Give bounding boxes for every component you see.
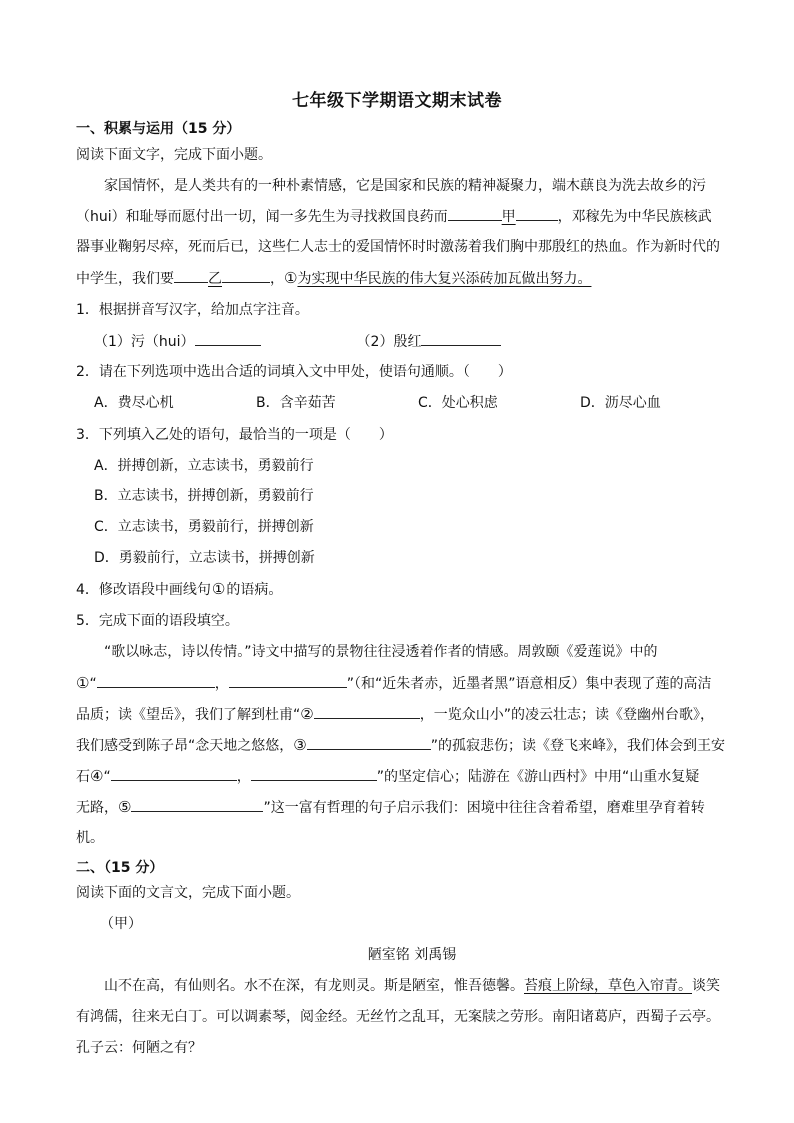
- option-b[interactable]: B．立志读书，拼搏创新，勇毅前行: [94, 488, 314, 504]
- answer-blank[interactable]: [448, 206, 502, 221]
- answer-blank[interactable]: [131, 797, 263, 812]
- q4-text: 4．修改语段中画线句: [76, 582, 211, 598]
- answer-blank[interactable]: [307, 735, 431, 750]
- passage-line: [76, 206, 748, 227]
- question-1-items: [94, 331, 766, 352]
- poem-title: 陋室铭 刘禹锡: [367, 947, 457, 963]
- question-1-stem: 1．根据拼音写汉字，给加点字注音。: [76, 302, 309, 318]
- circled-number: ①: [284, 269, 298, 287]
- option-d[interactable]: D．勇毅前行，立志读书，拼搏创新: [94, 550, 315, 566]
- underlined-sentence: 为实现中华民族的伟大复兴添砖加瓦做出努力。: [297, 271, 592, 287]
- option-d[interactable]: D．沥尽心血: [580, 395, 661, 411]
- q4-text: 的语病。: [226, 582, 283, 598]
- q5-text: ”的坚定信心；陆游在《游山西村》中用“山重水复疑: [376, 769, 700, 785]
- option-a[interactable]: A．拼搏创新，立志读书，勇毅前行: [94, 458, 314, 474]
- answer-blank[interactable]: [222, 268, 270, 283]
- answer-blank[interactable]: [516, 206, 558, 221]
- option-a[interactable]: A．费尽心机: [94, 395, 174, 411]
- q5-text: ，: [214, 676, 229, 692]
- option-c[interactable]: C．立志读书，勇毅前行，拼搏创新: [94, 519, 314, 535]
- answer-blank[interactable]: [421, 331, 501, 346]
- option-b[interactable]: B．含辛茹苦: [256, 395, 336, 411]
- q5-line: [76, 766, 748, 787]
- q1-item-a: （1）污（hui）: [94, 334, 195, 350]
- passage-line: 器事业鞠躬尽瘁，死而后已，这些仁人志士的爱国情怀时时激荡着我们胸中那殷红的热血。作为新时代的: [76, 239, 720, 255]
- passage-text: ，邓稼先为中华民族核武: [557, 209, 712, 225]
- q1-item-b: （2）殷红: [356, 334, 422, 350]
- classical-text-line: [104, 976, 748, 996]
- passage-line: [76, 268, 748, 289]
- answer-blank[interactable]: [314, 704, 420, 719]
- answer-blank[interactable]: [111, 766, 237, 781]
- question-5-stem: 5．完成下面的语段填空。: [76, 613, 239, 629]
- circled-number: ④: [90, 767, 104, 785]
- answer-blank[interactable]: [251, 766, 377, 781]
- q5-text: ”的孤寂悲伤；读《登飞来峰》，我们体会到王安: [430, 738, 725, 754]
- circled-number: ③: [293, 736, 307, 754]
- q5-line: [76, 735, 748, 756]
- section-2-intro: 阅读下面的文言文，完成下面小题。: [76, 885, 300, 901]
- question-4: [76, 580, 748, 600]
- passage-text: （hui）和耻辱而愿付出一切，闻一多先生为寻找救国良药而: [76, 209, 448, 225]
- question-2-options: [94, 393, 766, 413]
- classical-text-line: 有鸿儒，往来无白丁。可以调素琴，阅金经。无丝竹之乱耳，无案牍之劳形。南阳诸葛庐，西蜀子云亭。: [76, 1009, 720, 1025]
- blank-label-jia: 甲: [501, 209, 516, 225]
- question-2-stem: 2．请在下列选项中选出合适的词填入文中甲处，使语句通顺。（ ）: [76, 364, 512, 380]
- underlined-sentence: 苔痕上阶绿，草色入帘青。: [524, 978, 692, 994]
- q5-text: ，: [236, 769, 251, 785]
- option-c[interactable]: C．处心积虑: [418, 395, 498, 411]
- q5-text: 无路，: [76, 800, 118, 816]
- answer-blank[interactable]: [229, 673, 347, 688]
- q5-text: ”（和“近朱者赤，近墨者黑”语意相反）集中表现了莲的高洁: [346, 676, 712, 692]
- classical-text: 山不在高，有仙则名。水不在深，有龙则灵。斯是陋室，惟吾德馨。: [104, 978, 524, 994]
- q5-text: 我们感受到陈子昂“念天地之悠悠，: [76, 738, 294, 754]
- q5-text: ”这一富有哲理的句子启示我们：困境中往往含着希望，磨难里孕育着转: [263, 800, 705, 816]
- q5-text: “: [89, 676, 97, 692]
- blank-label-yi: 乙: [208, 271, 222, 287]
- q5-line: [76, 797, 748, 818]
- section-1-intro: 阅读下面文字，完成下面小题。: [76, 147, 272, 163]
- q5-text: 石: [76, 769, 90, 785]
- section-1-heading: 一、积累与运用（15 分）: [76, 121, 241, 137]
- answer-blank[interactable]: [195, 331, 261, 346]
- circled-number: ①: [211, 580, 226, 598]
- passage-text: ，: [270, 271, 284, 287]
- q5-text: ，一览众山小”的凌云壮志；读《登幽州台歌》，: [419, 707, 714, 723]
- circled-number: ①: [76, 674, 90, 692]
- q5-text: 品质；读《望岳》，我们了解到杜甫“: [76, 707, 301, 723]
- q5-line: [76, 673, 748, 694]
- passage-text: 中学生，我们要: [76, 271, 174, 287]
- q5-line: “歌以咏志，诗以传情。”诗文中描写的景物往往浸透着作者的情感。周敦颐《爱莲说》中的: [104, 644, 658, 660]
- page-title: 七年级下学期语文期末试卷: [292, 91, 502, 111]
- classical-text-line: 孔子云：何陋之有？: [76, 1040, 202, 1056]
- q5-text: “: [103, 769, 111, 785]
- q5-line: [76, 704, 748, 725]
- circled-number: ②: [300, 705, 314, 723]
- answer-blank[interactable]: [174, 268, 208, 283]
- passage-line: 家国情怀，是人类共有的一种朴素情感，它是国家和民族的精神凝聚力，端木蕻良为洗去故乡的污: [104, 178, 706, 194]
- answer-blank[interactable]: [97, 673, 215, 688]
- question-3-stem: 3．下列填入乙处的语句，最恰当的一项是（ ）: [76, 427, 393, 443]
- classical-text: 谈笑: [692, 978, 720, 994]
- section-2-heading: 二、（15 分）: [76, 860, 164, 876]
- q5-line: 机。: [76, 830, 104, 846]
- text-label-jia: （甲）: [100, 916, 142, 932]
- circled-number: ⑤: [118, 798, 132, 816]
